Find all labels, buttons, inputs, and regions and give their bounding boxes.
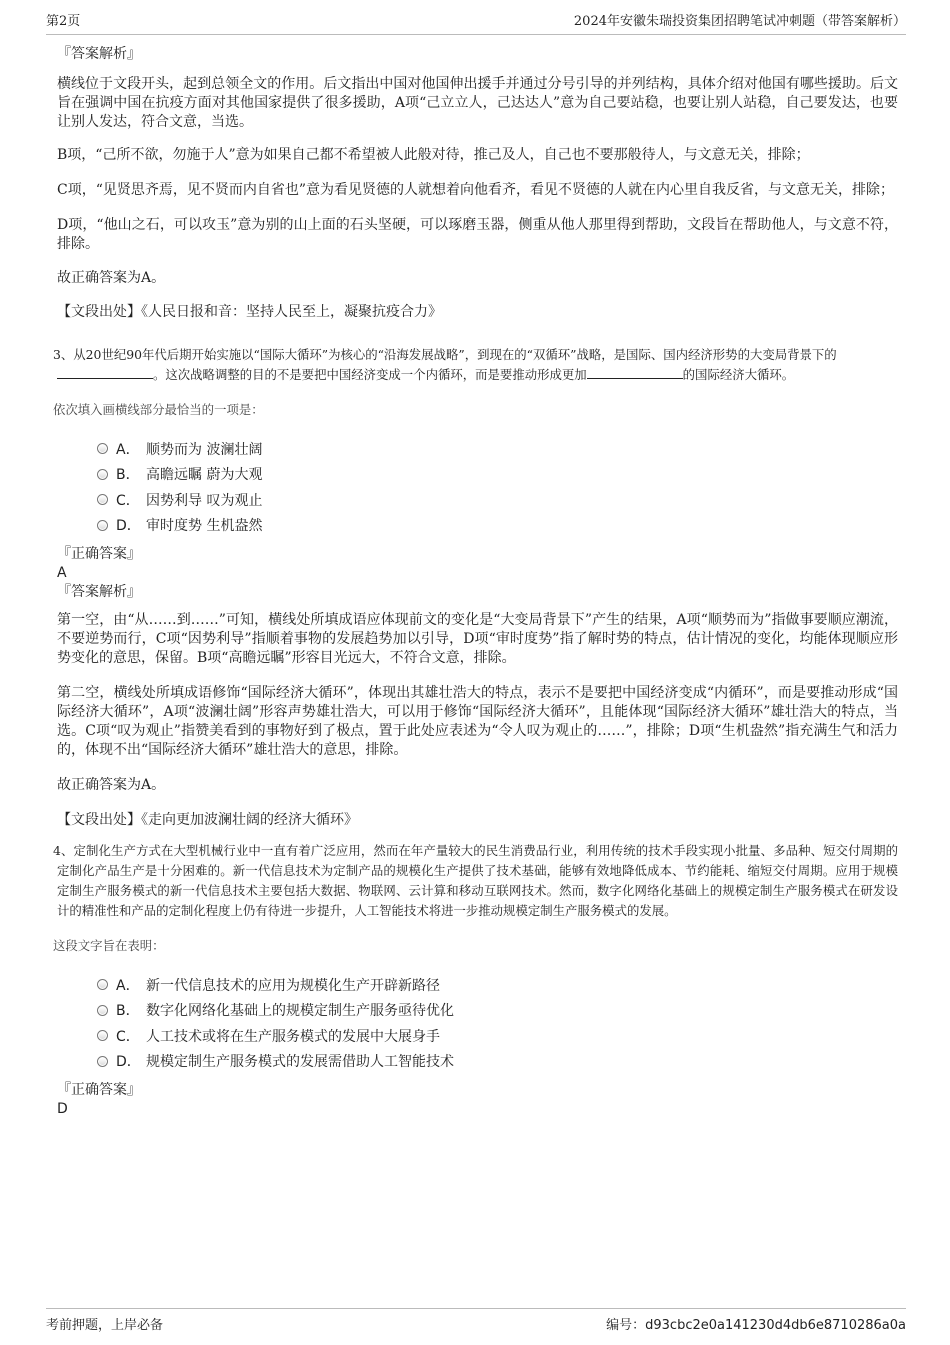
option-c[interactable]: C． 人工技术或将在生产服务模式的发展中大展身手	[97, 1023, 898, 1049]
stem-part-3: 的国际经济大循环。	[682, 367, 795, 382]
options-list	[57, 436, 898, 538]
fill-blank-2	[587, 365, 683, 379]
radio-icon[interactable]	[97, 1056, 108, 1067]
radio-icon[interactable]	[97, 1005, 108, 1016]
page-content	[53, 44, 898, 1118]
option-a[interactable]: A． 新一代信息技术的应用为规模化生产开辟新路径	[97, 972, 898, 998]
page-number: 第2页	[46, 14, 81, 29]
question-number: 3、	[53, 347, 74, 362]
analysis-paragraph: D项，“他山之石，可以攻玉”意为别的山上面的石头坚硬，可以琢磨玉器，侧重从他人那里得到帮助，文段旨在帮助他人，与文意不符，排除。	[57, 217, 898, 252]
analysis-label: 『答案解析』	[57, 46, 141, 62]
passage-source: 【文段出处】《人民日报和音：坚持人民至上，凝聚抗疫合力》	[57, 304, 442, 320]
question-4-stem	[53, 841, 898, 921]
correct-answer-label: 『正确答案』	[57, 546, 141, 562]
document-title: 2024年安徽朱瑞投资集团招聘笔试冲刺题（带答案解析）	[573, 14, 906, 29]
analysis-paragraph: 第一空，由“从……到……”可知，横线处所填成语应体现前文的变化是“大变局背景下”产生的结果，A项“顺势而为”指做事要顺应潮流，不要逆势而行，C项“因势利导”指顺着事物的发展趋势加以引导，D项“审时度势”指了解时势的特点，估计情况的变化，均能体现顺应形势变化的意思，保留。B项“高瞻远瞩”形容目光远大，不符合文意，排除。	[57, 612, 898, 666]
document-code: 编号：d93cbc2e0a141230d4db6e8710286a0a	[606, 1318, 906, 1333]
radio-icon[interactable]	[97, 494, 108, 505]
page-header	[46, 10, 906, 35]
option-c[interactable]: C． 因势利导 叹为观止	[97, 487, 898, 513]
analysis-conclusion: 故正确答案为A。	[57, 270, 166, 286]
page-footer	[46, 1308, 906, 1333]
stem-part-1: 从20世纪90年代后期开始实施以“国际大循环”为核心的“沿海发展战略”，到现在的“双循环”战略，是国际、国内经济形势的大变局背景下的	[73, 347, 837, 362]
option-d[interactable]: D． 规模定制生产服务模式的发展需借助人工智能技术	[97, 1049, 898, 1075]
analysis-paragraph: C项，“见贤思齐焉，见不贤而内自省也”意为看见贤德的人就想着向他看齐，看见不贤德的人就在内心里自我反省，与文意无关，排除；	[57, 182, 895, 198]
option-b[interactable]: B． 高瞻远瞩 蔚为大观	[97, 462, 898, 488]
radio-icon[interactable]	[97, 469, 108, 480]
analysis-paragraph: 横线位于文段开头，起到总领全文的作用。后文指出中国对他国伸出援手并通过分号引导的并列结构，具体介绍对他国有哪些援助。后文旨在强调中国在抗疫方面对其他国家提供了很多援助，A项“己立立人，己达达人”意为自己要站稳，也要让别人站稳，自己要发达，也要让别人发达，符合文意，当选。	[57, 76, 898, 130]
question-prompt: 依次填入画横线部分最恰当的一项是：	[53, 402, 264, 417]
option-b[interactable]: B． 数字化网络化基础上的规模定制生产服务亟待优化	[97, 998, 898, 1024]
correct-answer: A	[57, 565, 67, 581]
footer-slogan: 考前押题，上岸必备	[46, 1318, 164, 1333]
analysis-conclusion: 故正确答案为A。	[57, 777, 166, 793]
stem-part-2: 。这次战略调整的目的不是要把中国经济变成一个内循环，而是要推动形成更加	[153, 367, 587, 382]
options-list	[57, 972, 898, 1074]
correct-answer-label: 『正确答案』	[57, 1082, 141, 1098]
option-d[interactable]: D． 审时度势 生机盎然	[97, 513, 898, 539]
option-a[interactable]: A． 顺势而为 波澜壮阔	[97, 436, 898, 462]
question-prompt: 这段文字旨在表明：	[53, 938, 165, 953]
stem-text: 定制化生产方式在大型机械行业中一直有着广泛应用，然而在年产量较大的民生消费品行业，利用传统的技术手段实现小批量、多品种、短交付周期的定制化产品生产是十分困难的。新一代信息技术为定制产品的规模化生产提供了技术基础，能够有效地降低成本、节约能耗、缩短交付周期。应用于规模定制生产服务模式的新一代信息技术主要包括大数据、物联网、云计算和移动互联网技术。然而，数字化网络化基础上的规模定制生产服务模式在研发设计的精准性和产品的定制化程度上仍有待进一步提升，人工智能技术将进一步推动规模定制生产服务模式的发展。	[57, 843, 898, 918]
analysis-label: 『答案解析』	[57, 584, 141, 600]
correct-answer: D	[57, 1101, 68, 1117]
radio-icon[interactable]	[97, 1030, 108, 1041]
analysis-paragraph: B项，“己所不欲，勿施于人”意为如果自己都不希望被人此般对待，推己及人，自己也不要那般待人，与文意无关，排除；	[57, 147, 810, 163]
question-3-stem	[53, 345, 898, 385]
question-number: 4、	[53, 843, 74, 858]
radio-icon[interactable]	[97, 443, 108, 454]
radio-icon[interactable]	[97, 979, 108, 990]
fill-blank-1	[57, 365, 153, 379]
radio-icon[interactable]	[97, 520, 108, 531]
analysis-paragraph: 第二空，横线处所填成语修饰“国际经济大循环”，体现出其雄壮浩大的特点，表示不是要把中国经济变成“内循环”，而是要推动形成“国际经济大循环”，A项“波澜壮阔”形容声势雄壮浩大，可以用于修饰“国际经济大循环”，且能体现“国际经济大循环”雄壮浩大的特点，当选。C项“叹为观止”指赞美看到的事物好到了极点，置于此处应表述为“令人叹为观止的……”，排除；D项“生机盎然”指充满生气和活力的，体现不出“国际经济大循环”雄壮浩大的意思，排除。	[57, 685, 898, 758]
passage-source: 【文段出处】《走向更加波澜壮阔的经济大循环》	[57, 812, 358, 828]
